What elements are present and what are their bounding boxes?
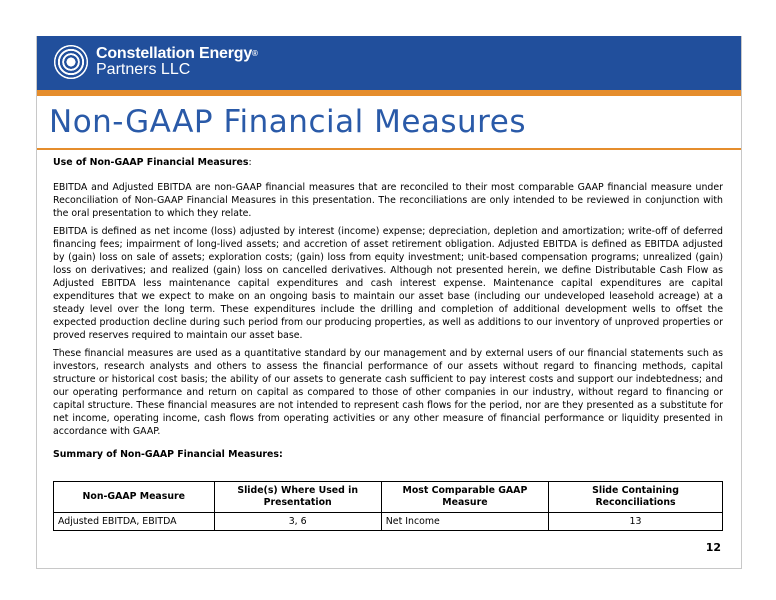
body-content — [53, 156, 723, 461]
col-header-gaap-measure: Most Comparable GAAP Measure — [381, 482, 548, 513]
logo-line-1: Constellation Energy — [96, 45, 253, 62]
logo-trademark: ® — [252, 49, 258, 58]
summary-table — [53, 481, 723, 531]
title-divider — [37, 148, 741, 150]
table-header-row — [54, 482, 723, 513]
logo-text — [96, 46, 258, 78]
page-title: Non-GAAP Financial Measures — [49, 104, 526, 140]
col-header-slides: Slide(s) Where Used in Presentation — [214, 482, 381, 513]
accent-rule — [37, 90, 741, 96]
slide — [36, 36, 742, 569]
table-row — [54, 513, 723, 531]
cell-gaap-measure: Net Income — [381, 513, 548, 531]
paragraph-3: These financial measures are used as a quantitative standard by our management and by external users of our financial statements such as investors, research analysts and others to assess the financial performance of our assets without regard to financing methods, capital structure or historical cost basis; the ability of our assets to generate cash sufficient to pay interest costs and support our indebtedness; and our operating performance and return on capital as compared to those of other companies in our industry, without regard to financing or capital structure. These financial measures are not intended to represent cash flows for the period, nor are they presented as a substitute for net income, operating income, cash flows from operating activities or any other measure of financial performance or liquidity presented in accordance with GAAP. — [53, 348, 723, 437]
col-header-measure: Non-GAAP Measure — [54, 482, 215, 513]
cell-reconciliation-slide: 13 — [549, 513, 723, 531]
header-banner — [37, 36, 741, 90]
col-header-reconciliation-slide: Slide Containing Reconciliations — [549, 482, 723, 513]
cell-slides: 3, 6 — [214, 513, 381, 531]
starburst-logo-icon — [54, 45, 88, 79]
page-number: 12 — [705, 541, 721, 554]
company-logo — [54, 45, 258, 79]
logo-line-2: Partners LLC — [96, 61, 191, 78]
use-heading-colon: : — [248, 157, 252, 168]
use-heading-text: Use of Non-GAAP Financial Measures — [53, 157, 249, 168]
summary-heading: Summary of Non-GAAP Financial Measures: — [53, 449, 283, 460]
cell-measure: Adjusted EBITDA, EBITDA — [54, 513, 215, 531]
use-heading — [53, 156, 723, 169]
paragraph-1: EBITDA and Adjusted EBITDA are non-GAAP financial measures that are reconciled to their most comparable GAAP financial measure under Reconciliation of Non-GAAP Financial Measures in this presentation. The reconciliations are only intended to be reviewed in conjunction with the oral presentation to which they relate. — [53, 182, 723, 219]
paragraph-2: EBITDA is defined as net income (loss) adjusted by interest (income) expense; depreciation, depletion and amortization; write-off of deferred financing fees; impairment of long-lived assets; and accretion of asset retirement obligation. Adjusted EBITDA is defined as EBITDA adjusted by (gain) loss on sale of assets; exploration costs; (gain) loss from equity investment; unit-based compensation programs; unrealized (gain) loss on derivatives; and realized (gain) loss on cancelled derivatives. Although not presented herein, we define Distributable Cash Flow as Adjusted EBITDA less maintenance capital expenditures and cash interest expense. Maintenance capital expenditures are capital expenditures that we expect to make on an ongoing basis to maintain our asset base (including our undeveloped leasehold acreage) at a steady level over the long term. These expenditures include the drilling and completion of additional development wells to offset the expected production decline during such period from our producing properties, as well as additions to our inventory of unproved properties or proved reserves required to maintain our asset base. — [53, 226, 723, 341]
